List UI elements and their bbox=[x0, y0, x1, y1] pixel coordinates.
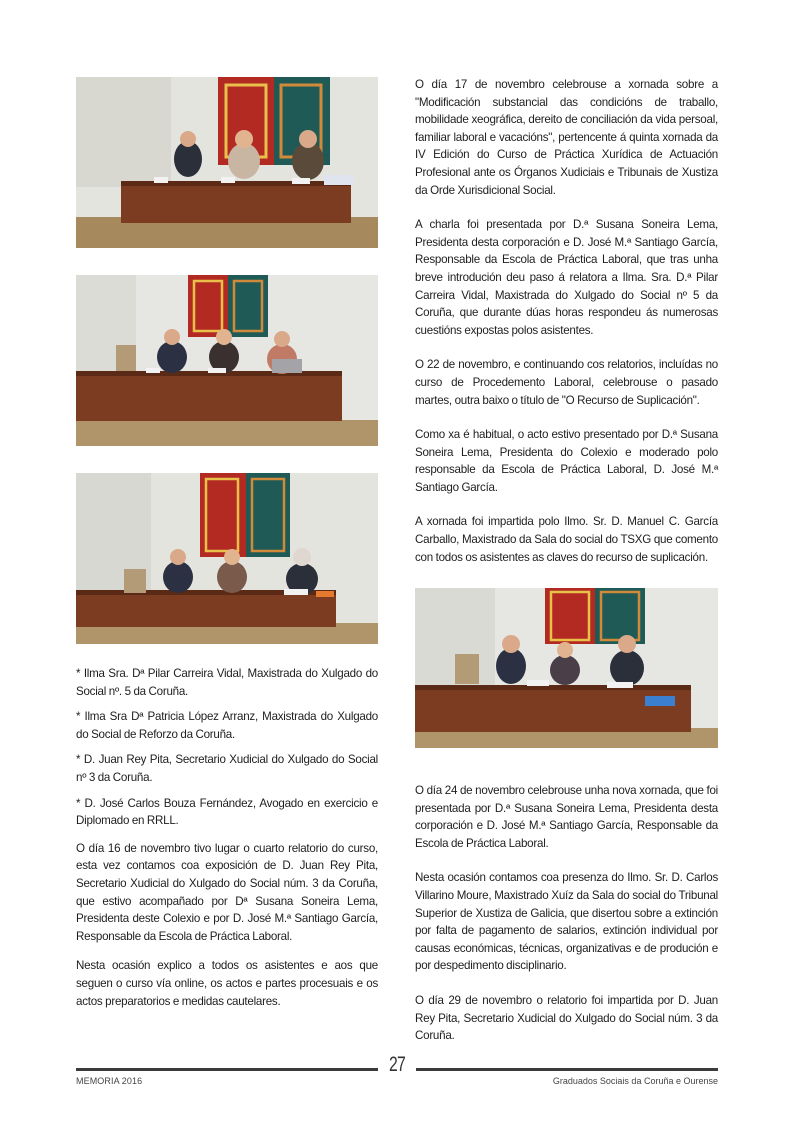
conference-photo-3 bbox=[76, 473, 378, 644]
photo-panel-4 bbox=[415, 588, 718, 748]
page-number: 27 bbox=[388, 1053, 406, 1076]
conference-photo-4 bbox=[415, 588, 718, 748]
speaker-item-1: * Ilma Sra. Dª Pilar Carreira Vidal, Maxistrada do Xulgado do Social nº. 5 da Coruña. bbox=[76, 667, 378, 698]
conference-photo-1 bbox=[76, 77, 378, 248]
right-column-text-bottom bbox=[415, 782, 718, 1045]
speaker-item-3: * D. Juan Rey Pita, Secretario Xudicial do Xulgado do Social nº 3 da Coruña. bbox=[76, 753, 378, 784]
paragraph-villarino: Nesta ocasión contamos coa presenza do Ilmo. Sr. D. Carlos Villarino Moure, Maxistrado Xuíz da Sala do social do Tribunal Superior de Xustiza de Galicia, que disertou sobre a extinción por falta de pagamento de salarios, extinción individual por causas económicas, técnicas, organizativas e de produción e por despedimento disciplinario. bbox=[415, 871, 718, 973]
photo-panel-2 bbox=[76, 275, 378, 446]
paragraph-xornada: A xornada foi impartida polo Ilmo. Sr. D. Manuel C. García Carballo, Maxistrado da Sala do social do TSXG que comento con todos os asistentes as claves do recurso de suplicación. bbox=[415, 515, 718, 564]
paragraph-nov-24: O día 24 de novembro celebrouse unha nova xornada, que foi presentada por D.ª Susana Soneira Lema, Presidenta desta corporación e D. José M.ª Santiago García, Responsable da Escola de Práctica Laboral. bbox=[415, 784, 718, 850]
speaker-item-4: * D. José Carlos Bouza Fernández, Avogado en exercicio e Diplomado en RRLL. bbox=[76, 796, 378, 828]
paragraph-nov-16: O día 16 de novembro tivo lugar o cuarto relatorio do curso, esta vez contamos coa exposición de D. Juan Rey Pita, Secretario Xudicial do Xulgado do Social núm. 3 da Coruña, que estivo acompañado por Dª Susana Soneira Lema, Presidenta deste Colexio e por D. José M.ª Santiago García, Responsable da Escola de Práctica Laboral. bbox=[76, 841, 378, 943]
left-column-text bbox=[76, 665, 378, 1010]
paragraph-nov-17: O día 17 de novembro celebrouse a xornada sobre a "Modificación substancial das condicións de traballo, mobilidade xeográfica, dereito de conciliación da vida persoal, familiar laboral e vacacións", pertencente á quinta xornada da IV Edición do Curso de Práctica Xurídica de Actuación Profesional ante os Órganos Xudiciais e Tribunais de Xustiza da Orde Xurisdicional Social. bbox=[415, 78, 718, 197]
photo-panel-3 bbox=[76, 473, 378, 644]
speaker-item-2: * Ilma Sra Dª Patricia López Arranz, Maxistrada do Xulgado do Social de Reforzo da Coruña. bbox=[76, 710, 378, 741]
right-column-text-top bbox=[415, 76, 718, 566]
paragraph-nov-29: O día 29 de novembro o relatorio foi impartida por D. Juan Rey Pita, Secretario Xudicial do Xulgado do Social núm. 3 da Coruña. bbox=[415, 993, 718, 1043]
paragraph-online: Nesta ocasión explico a todos os asistentes e aos que seguen o curso vía online, os actos e partes procesuais e os actos preparatorios e medidas cautelares. bbox=[76, 959, 378, 1008]
paragraph-habitual: Como xa é habitual, o acto estivo presentado por D.ª Susana Soneira Lema, Presidenta do Colexio e moderado polo responsable da Escola de Práctica Laboral, D. José M.ª Santiago García. bbox=[415, 428, 718, 494]
paragraph-charla: A charla foi presentada por D.ª Susana Soneira Lema, Presidenta desta corporación e D. José M.ª Santiago García, Responsable da Escola de Práctica Laboral, que tras unha breve introdución deu paso á relatora a Ilma. Sra. D.ª Pilar Carreira Vidal, Maxistrada do Xulgado do Social nº 5 da Coruña, que durante dúas horas respondeu ás numerosas cuestións expostas polos asistentes. bbox=[415, 218, 718, 337]
footer-publication: MEMORIA 2016 bbox=[76, 1076, 143, 1086]
footer-rule-left bbox=[76, 1068, 378, 1071]
footer-organization: Graduados Sociais da Coruña e Ourense bbox=[552, 1076, 718, 1086]
conference-photo-2 bbox=[76, 275, 378, 446]
paragraph-nov-22: O 22 de novembro, e continuando cos relatorios, incluídas no curso de Procedemento Laboral, celebrouse o pasado martes, outra baixo o título de "O Recurso de Suplicación". bbox=[415, 358, 718, 407]
footer-rule-right bbox=[416, 1068, 718, 1071]
photo-panel-1 bbox=[76, 77, 378, 248]
